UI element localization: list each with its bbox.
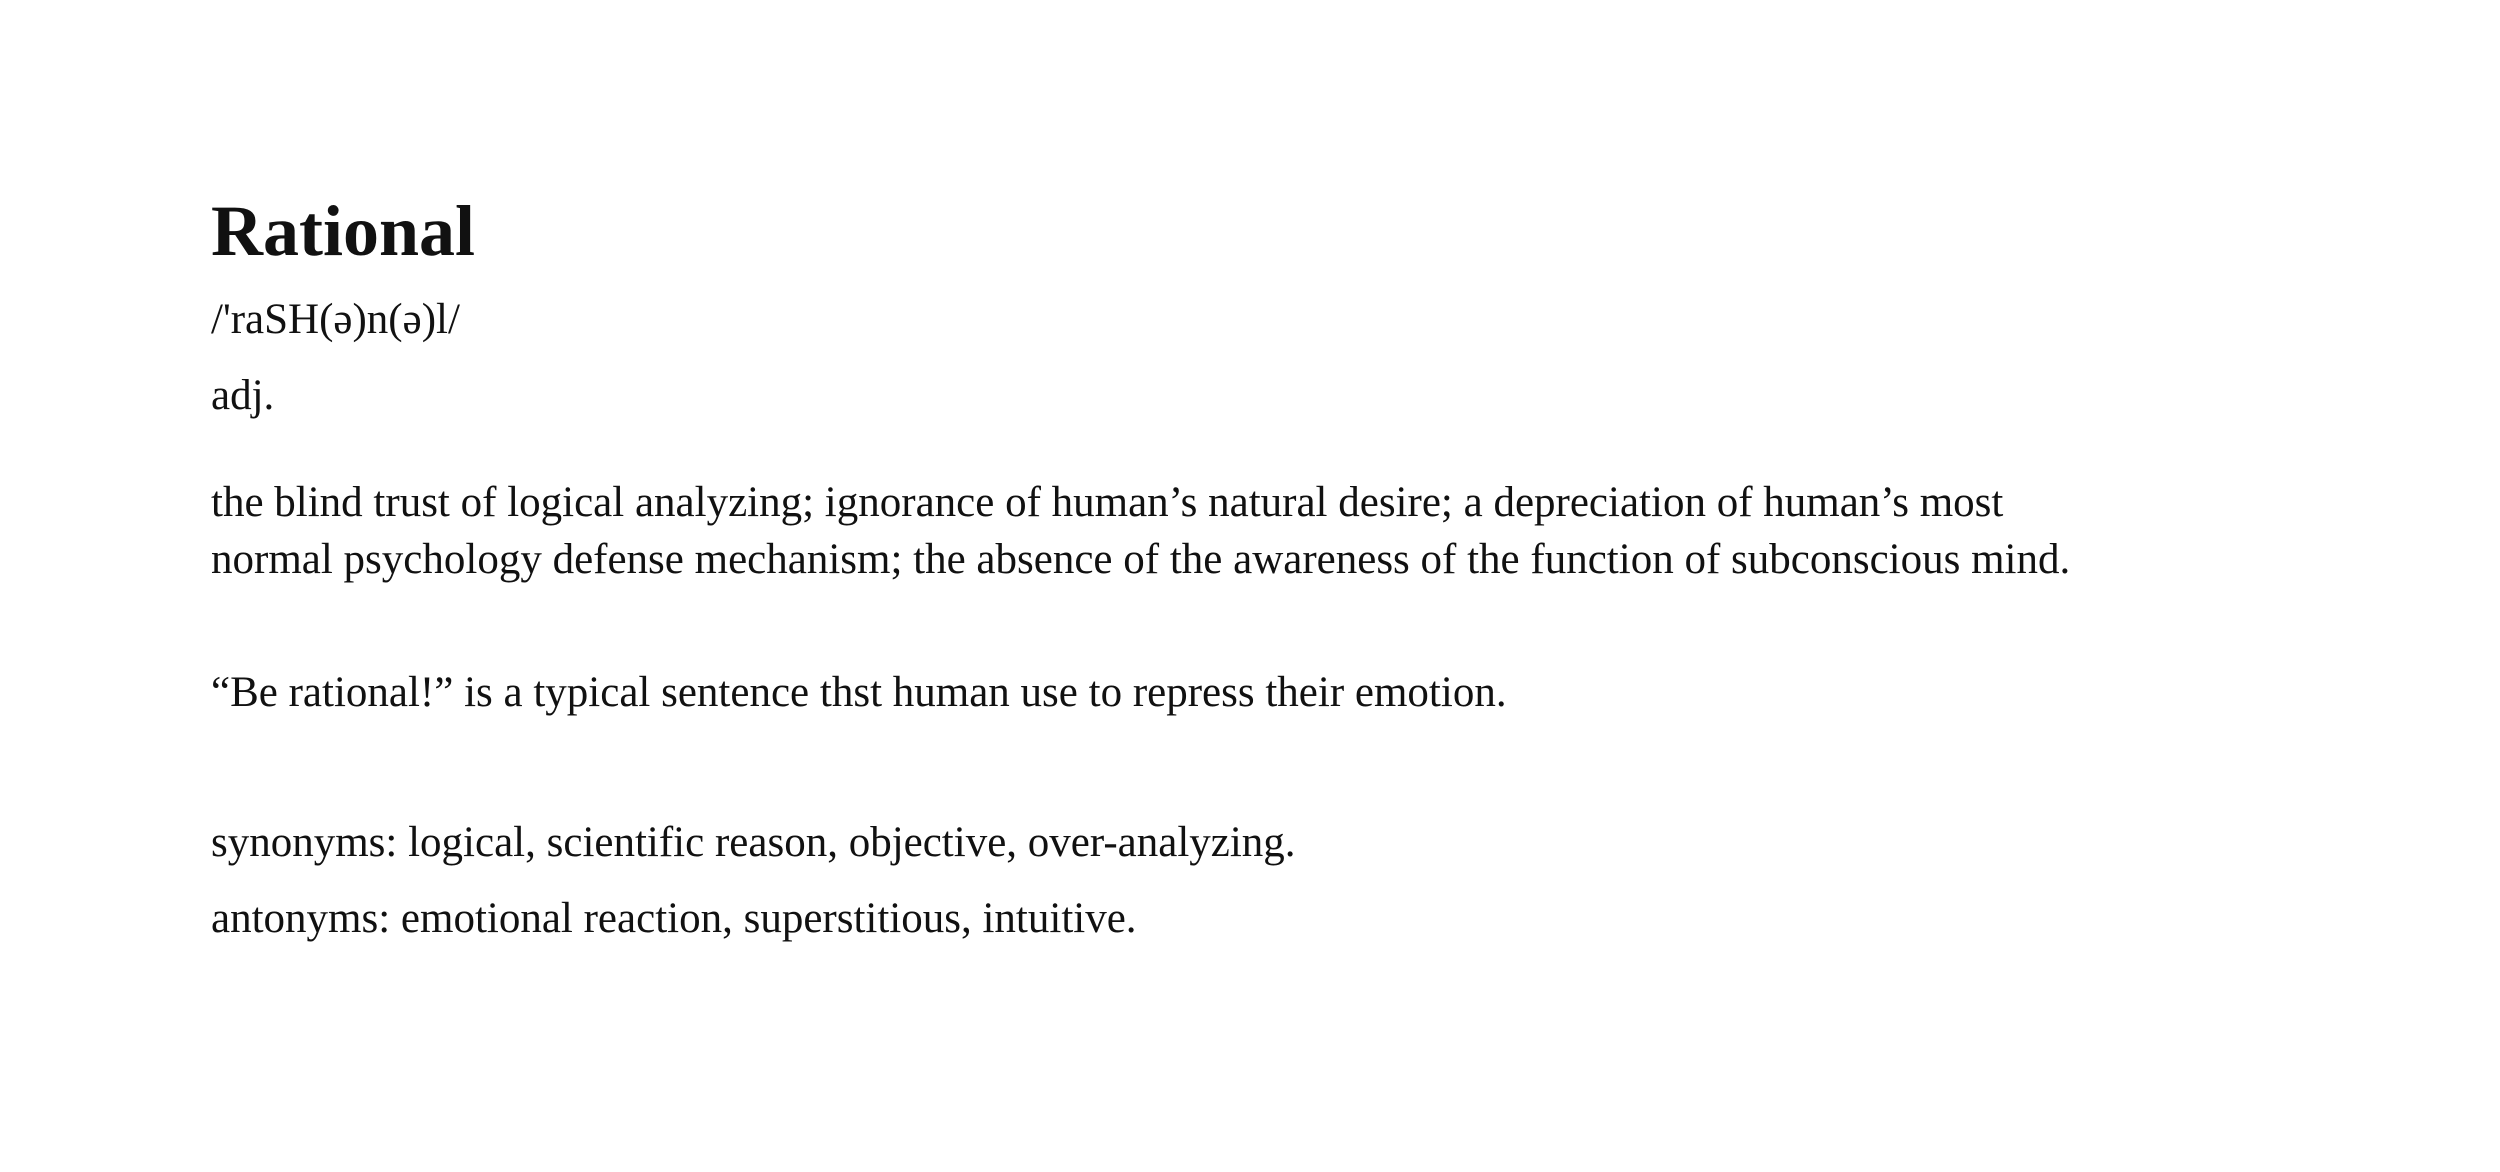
pronunciation: /'raSH(ə)n(ə)l/ <box>211 296 460 343</box>
part-of-speech: adj. <box>211 372 275 419</box>
synonyms: synonyms: logical, scientific reason, objective, over-analyzing. <box>211 819 1296 866</box>
definition <box>211 474 2311 588</box>
antonyms: antonyms: emotional reaction, superstitious, intuitive. <box>211 895 1137 942</box>
definition-line: the blind trust of logical analyzing; ignorance of human’s natural desire; a depreciation of human’s most <box>211 479 2004 526</box>
headword: Rational <box>211 191 476 271</box>
example-sentence: “Be rational!” is a typical sentence thst human use to repress their emotion. <box>211 669 1507 716</box>
definition-line: normal psychology defense mechanism; the absence of the awareness of the function of subconscious mind. <box>211 536 2071 583</box>
